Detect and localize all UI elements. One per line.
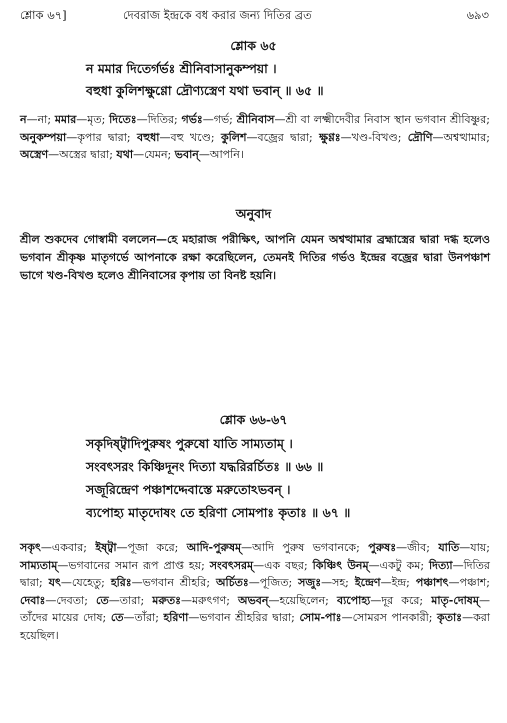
synonym-meaning: —দিতির;: [136, 113, 182, 126]
synonym-meaning: —মৃত;: [76, 113, 110, 126]
verse-66-67-line-4: ব্যপোহ্য মাতৃদোষং তে হরিণা সোমপাঃ কৃতাঃ ॥ ৬৭ ॥: [86, 505, 351, 520]
synonym-term: অনুকম্পয়া: [20, 130, 67, 144]
synonyms-verse-66-67: [20, 539, 490, 645]
synonym-meaning: —তারা;: [108, 593, 153, 607]
synonym-meaning: —শ্রী বা লক্ষ্মীদেবীর নিবাস স্থান ভগবান শ্রীবিষ্ণুর;: [274, 113, 490, 126]
synonym-term: সকৃৎ: [20, 541, 41, 554]
verse-66-67-line-2: সংবৎসরং কিঞ্চিদূনং দিত্যা যদ্ধরিরর্চিতঃ ॥ ৬৬ ॥: [86, 459, 324, 474]
synonym-meaning: —অশ্বত্থামার;: [432, 130, 490, 144]
synonym-term: অভবন্: [238, 593, 269, 607]
synonym-meaning: —ভগবানের সমান রূপ প্রাপ্ত হয়;: [57, 558, 210, 572]
synonym-meaning: —এক বছর;: [253, 558, 313, 572]
synonym-meaning: —জীব;: [396, 541, 439, 554]
synonym-meaning: —একটু কম;: [368, 558, 430, 572]
synonym-meaning: —তাঁরা;: [123, 611, 164, 625]
synonym-term: অর্চিতঃ: [216, 576, 249, 590]
synonym-term: ব্যপোহ্য: [336, 593, 371, 607]
synonym-meaning: —পঞ্চাশ;: [448, 576, 491, 590]
synonym-term: ক্ষুণ্ণঃ: [319, 130, 341, 144]
synonym-term: ভবান্: [174, 148, 199, 162]
synonym-term: তে: [96, 593, 109, 607]
synonym-term: যৎ: [48, 576, 61, 590]
synonym-term: দেবাঃ: [20, 593, 46, 607]
synonym-meaning: —বহু খণ্ডে;: [159, 130, 221, 144]
verse-66-67-number: শ্লোক ৬৬-৬৭: [219, 412, 288, 427]
synonym-term: তে: [110, 611, 124, 625]
synonym-term: মরুতঃ: [152, 593, 181, 607]
synonym-term: দ্রৌণি: [407, 130, 433, 144]
verse-65-line-1: ন মমার দিতের্গর্ভঃ শ্রীনিবাসানুকম্পয়া ।: [86, 61, 277, 76]
synonym-meaning: —না;: [26, 113, 55, 126]
synonym-term: আদি-পুরুষম্: [186, 541, 242, 554]
synonym-term: যথা: [116, 148, 134, 162]
synonym-term: হরিঃ: [110, 576, 132, 590]
verse-66-67-line-3: সজূরিন্দ্রেণ পঞ্চাশদ্দেবাস্তে মরুতোঽভবন্ ।: [86, 482, 291, 497]
synonym-term: পুরুষঃ: [368, 541, 397, 554]
synonym-meaning: —ইন্দ্র;: [380, 576, 416, 590]
synonym-meaning: —যেহেতু;: [60, 576, 111, 590]
translation-text: শ্রীল শুকদেব গোস্বামী বললেন—হে মহারাজ পরীক্ষিৎ, আপনি যেমন অশ্বত্থামার ব্রহ্মাস্ত্রের দ্বারা দগ্ধ হলেও ভগবান শ্রীকৃষ্ণ মাতৃগর্ভে আপনাকে রক্ষা করেছিলেন, তেমনই দিতির গর্ভও ইন্দ্রের বজ্রের দ্বারা উনপঞ্চাশ ভাগে খণ্ড-বিখণ্ড হলেও শ্রীনিবাসের কৃপায় তা বিনষ্ট হয়নি।: [20, 233, 490, 283]
synonym-meaning: —দূর করে;: [370, 593, 432, 607]
synonym-term: বহুধা: [136, 130, 160, 144]
synonym-term: সংবৎসরম্: [209, 558, 254, 572]
synonym-term: গর্ভঃ: [181, 113, 203, 126]
translation-heading: অনুবাদ: [235, 206, 272, 221]
synonym-term: কুলিশ: [220, 130, 247, 144]
synonym-term: হরিণা: [163, 611, 189, 625]
synonym-meaning: —কৃপার দ্বারা;: [66, 130, 137, 144]
synonym-term: সজুঃ: [298, 576, 322, 590]
synonym-meaning: —যায়;: [459, 541, 490, 554]
running-header: [20, 7, 489, 25]
synonym-term: কৃতাঃ: [437, 611, 463, 625]
header-chapter-title: দেবরাজ ইন্দ্রকে বধ করার জন্য দিতির ব্রত: [123, 8, 312, 22]
synonym-meaning: —দেবতা;: [45, 593, 97, 607]
synonym-term: দিতেঃ: [109, 113, 137, 126]
synonym-meaning: —গর্ভ;: [202, 113, 237, 126]
synonym-term: সোম-পাঃ: [299, 611, 342, 625]
synonym-meaning: —দিতির দ্বারা;: [20, 558, 490, 590]
synonym-meaning: —সহ;: [321, 576, 355, 590]
synonym-meaning: —পূজা করে;: [116, 541, 187, 554]
verse-65-number: শ্লোক ৬৫: [230, 38, 277, 53]
header-verse-ref: শ্লোক ৬৭]: [20, 8, 67, 22]
page-number: ৬৯৩: [466, 8, 489, 22]
synonym-term: ইষ্ট্বা: [95, 541, 117, 554]
synonym-meaning: —পূজিত;: [248, 576, 299, 590]
synonym-meaning: —অস্ত্রের দ্বারা;: [48, 148, 117, 162]
synonym-term: ন: [20, 113, 27, 126]
synonym-meaning: —আদি পুরুষ ভগবানকে;: [241, 541, 369, 554]
synonym-meaning: —হয়েছিলেন;: [268, 593, 337, 607]
synonym-term: যাতি: [438, 541, 460, 554]
synonym-meaning: —মরুৎগণ;: [180, 593, 239, 607]
synonym-term: মমার: [54, 113, 77, 126]
synonym-meaning: —যেমন;: [133, 148, 175, 162]
verse-65-line-2: বহুধা কুলিশক্ষুণ্ণো দ্রৌণ্যস্ত্রেণ যথা ভবান্ ॥ ৬৫ ॥: [86, 83, 324, 98]
synonym-meaning: —আপনি।: [198, 148, 244, 162]
synonym-meaning: —তাঁদের মায়ের দোষ;: [20, 593, 490, 625]
synonym-meaning: —একবার;: [40, 541, 96, 554]
synonyms-verse-65: [20, 111, 490, 164]
synonym-term: অস্ত্রেণ: [20, 148, 49, 162]
synonym-meaning: —ভগবান শ্রীহরি;: [131, 576, 217, 590]
synonym-term: কিঞ্চিৎ উনম্: [312, 558, 369, 572]
synonym-meaning: —খণ্ড-বিখণ্ড;: [340, 130, 408, 144]
synonym-term: মাতৃ-দোষম্: [431, 593, 479, 607]
synonym-meaning: —করা হয়েছিল।: [20, 611, 490, 642]
synonym-meaning: —বজ্রের দ্বারা;: [246, 130, 320, 144]
synonym-meaning: —সোমরস পানকারী;: [341, 611, 438, 625]
synonym-term: পঞ্চাশৎ: [415, 576, 449, 590]
verse-66-67-line-1: সকৃদিষ্ট্বাদিপুরুষং পুরুষো যাতি সাম্যতাম্ ।: [86, 436, 293, 451]
synonym-term: শ্রীনিবাস: [236, 113, 275, 126]
synonym-term: ইন্দ্রেণ: [354, 576, 381, 590]
synonym-term: সাম্যতাম্: [20, 558, 58, 572]
synonym-term: দিত্যা: [429, 558, 453, 572]
synonym-meaning: —ভগবান শ্রীহরির দ্বারা;: [188, 611, 300, 625]
